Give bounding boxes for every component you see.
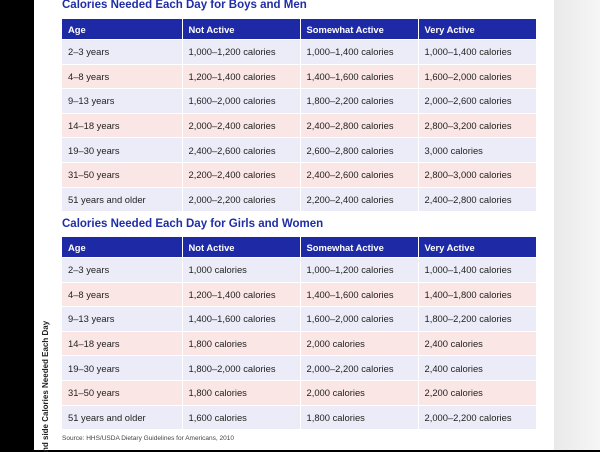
very-active-cell: 1,400–1,800 calories [418,282,536,307]
very-active-cell: 2,400 calories [418,331,536,356]
age-cell: 31–50 years [62,162,182,187]
age-cell: 4–8 years [62,64,182,89]
header-age: Age [62,19,182,40]
somewhat-active-cell: 2,600–2,800 calories [300,138,418,163]
very-active-cell: 2,000–2,200 calories [418,405,536,429]
table-row [62,162,536,187]
not-active-cell: 2,000–2,400 calories [182,113,300,138]
somewhat-active-cell: 1,000–1,400 calories [300,40,418,65]
not-active-cell: 1,800 calories [182,380,300,405]
very-active-cell: 1,000–1,400 calories [418,40,536,65]
somewhat-active-cell: 2,400–2,800 calories [300,113,418,138]
table-row [62,405,536,429]
header-age: Age [62,237,182,258]
header-not-active: Not Active [182,237,300,258]
age-cell: 14–18 years [62,331,182,356]
age-cell: 14–18 years [62,113,182,138]
table-header-row [62,237,536,258]
girls-women-table-title: Calories Needed Each Day for Girls and Women [62,218,324,230]
somewhat-active-cell: 2,400–2,600 calories [300,162,418,187]
header-somewhat-active: Somewhat Active [300,237,418,258]
not-active-cell: 1,800–2,000 calories [182,356,300,381]
age-cell: 4–8 years [62,282,182,307]
table-row [62,138,536,163]
very-active-cell: 2,400–2,800 calories [418,187,536,211]
age-cell: 19–30 years [62,138,182,163]
somewhat-active-cell: 1,600–2,000 calories [300,307,418,332]
header-somewhat-active: Somewhat Active [300,19,418,40]
source-note: Source: HHS/USDA Dietary Guidelines for Americans, 2010 [62,435,234,442]
age-cell: 2–3 years [62,258,182,283]
age-cell: 9–13 years [62,307,182,332]
table-row [62,64,536,89]
boys-men-calorie-table [62,19,536,211]
somewhat-active-cell: 1,800 calories [300,405,418,429]
very-active-cell: 2,800–3,200 calories [418,113,536,138]
somewhat-active-cell: 2,000–2,200 calories [300,356,418,381]
not-active-cell: 2,400–2,600 calories [182,138,300,163]
somewhat-active-cell: 2,200–2,400 calories [300,187,418,211]
header-very-active: Very Active [418,237,536,258]
table-row [62,307,536,332]
table-row [62,356,536,381]
table-row [62,258,536,283]
age-cell: 19–30 years [62,356,182,381]
header-very-active: Very Active [418,19,536,40]
not-active-cell: 1,400–1,600 calories [182,307,300,332]
very-active-cell: 2,000–2,600 calories [418,89,536,114]
somewhat-active-cell: 2,000 calories [300,331,418,356]
table-row [62,380,536,405]
boys-men-table-title: Calories Needed Each Day for Boys and Men [62,0,307,11]
somewhat-active-cell: 2,000 calories [300,380,418,405]
somewhat-active-cell: 1,800–2,200 calories [300,89,418,114]
girls-women-calorie-table [62,237,536,429]
not-active-cell: 1,600–2,000 calories [182,89,300,114]
not-active-cell: 1,200–1,400 calories [182,64,300,89]
table-header-row [62,19,536,40]
table-row [62,40,536,65]
somewhat-active-cell: 1,000–1,200 calories [300,258,418,283]
age-cell: 51 years and older [62,187,182,211]
not-active-cell: 2,200–2,400 calories [182,162,300,187]
somewhat-active-cell: 1,400–1,600 calories [300,64,418,89]
not-active-cell: 1,600 calories [182,405,300,429]
spine-label: nd side Calories Needed Each Day [41,320,50,452]
header-not-active: Not Active [182,19,300,40]
very-active-cell: 3,000 calories [418,138,536,163]
table-row [62,187,536,211]
very-active-cell: 1,800–2,200 calories [418,307,536,332]
not-active-cell: 1,000 calories [182,258,300,283]
age-cell: 9–13 years [62,89,182,114]
table-row [62,113,536,138]
very-active-cell: 1,600–2,000 calories [418,64,536,89]
somewhat-active-cell: 1,400–1,600 calories [300,282,418,307]
very-active-cell: 1,000–1,400 calories [418,258,536,283]
table-row [62,331,536,356]
very-active-cell: 2,200 calories [418,380,536,405]
age-cell: 31–50 years [62,380,182,405]
table-row [62,282,536,307]
not-active-cell: 1,000–1,200 calories [182,40,300,65]
very-active-cell: 2,800–3,000 calories [418,162,536,187]
not-active-cell: 1,200–1,400 calories [182,282,300,307]
age-cell: 51 years and older [62,405,182,429]
not-active-cell: 2,000–2,200 calories [182,187,300,211]
table-row [62,89,536,114]
page-edge [554,0,600,450]
not-active-cell: 1,800 calories [182,331,300,356]
very-active-cell: 2,400 calories [418,356,536,381]
age-cell: 2–3 years [62,40,182,65]
